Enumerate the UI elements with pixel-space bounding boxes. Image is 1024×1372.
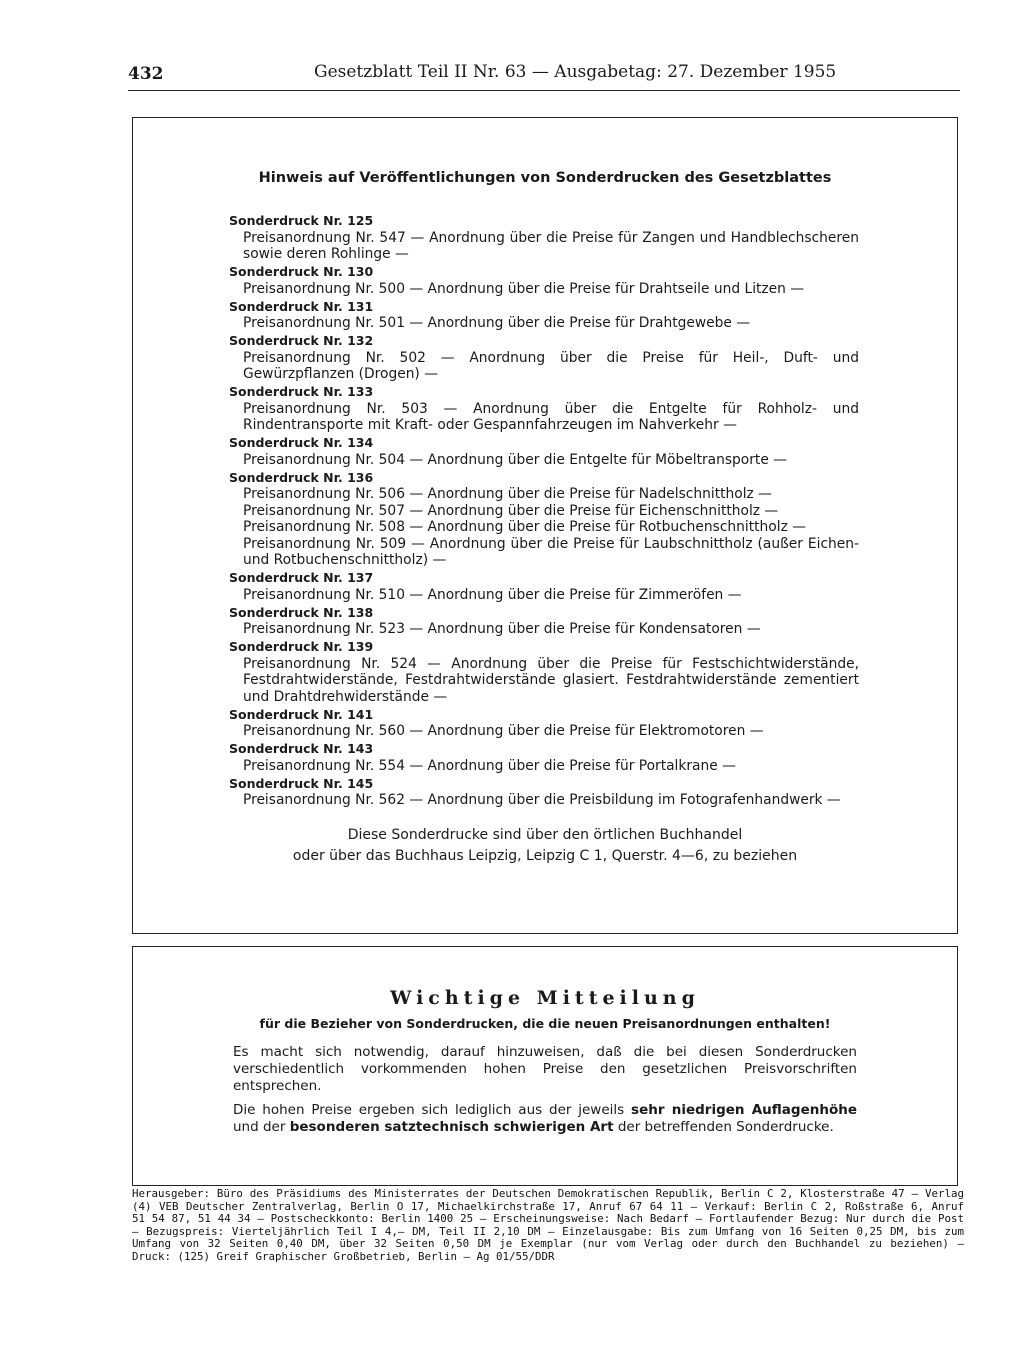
- special-print-entry: [229, 435, 859, 468]
- price-order-line: Preisanordnung Nr. 547 — Anordnung über die Preise für Zangen und Handblechscheren sowie deren Rohlinge —: [243, 229, 859, 262]
- price-order-line: Preisanordnung Nr. 560 — Anordnung über die Preise für Elektromotoren —: [243, 723, 764, 739]
- price-order-line: Preisanordnung Nr. 524 — Anordnung über die Preise für Festschichtwiderstände, Festdrahtwiderstände, Festdrahtwiderstände glasiert. Festdrahtwiderstände zementiert und Drahtdrehwiderstände —: [243, 655, 859, 705]
- important-notice-subtitle: für die Bezieher von Sonderdrucken, die die neuen Preisanordnungen enthalten!: [259, 1016, 831, 1031]
- special-print-entry: [229, 605, 859, 638]
- notice-footer: [133, 825, 957, 867]
- special-print-entry: [229, 264, 859, 297]
- price-order-line: Preisanordnung Nr. 501 — Anordnung über die Preise für Drahtgewebe —: [243, 315, 751, 331]
- special-print-heading: Sonderdruck Nr. 134: [229, 435, 374, 450]
- special-print-entry: [229, 299, 859, 332]
- special-print-entry: [229, 213, 859, 263]
- running-title: Gesetzblatt Teil II Nr. 63 — Ausgabetag: 27. Dezember 1955: [314, 62, 837, 82]
- special-print-heading: Sonderdruck Nr. 131: [229, 298, 374, 314]
- price-order-line: Preisanordnung Nr. 504 — Anordnung über die Entgelte für Möbeltransporte —: [243, 451, 787, 468]
- important-paragraph-1: Es macht sich notwendig, darauf hinzuweisen, daß die bei diesen Sonderdrucken verschiedentlich vorkommenden hohen Preise den gesetzlichen Preisvorschriften entsprechen.: [233, 1044, 857, 1094]
- special-print-heading: Sonderdruck Nr. 138: [229, 604, 374, 620]
- paragraph-text: Die hohen Preise ergeben sich lediglich aus der jeweils: [233, 1102, 632, 1118]
- special-print-entry: [229, 384, 859, 434]
- special-print-heading: Sonderdruck Nr. 130: [229, 264, 374, 279]
- price-order-line: Preisanordnung Nr. 510 — Anordnung über die Preise für Zimmeröfen —: [243, 586, 742, 603]
- price-order-line: Preisanordnung Nr. 503 — Anordnung über die Entgelte für Rohholz- und Rindentransporte mit Kraft- oder Gespannfahrzeugen im Nahverkehr —: [243, 400, 859, 433]
- notice-footer-line-2: oder über das Buchhaus Leipzig, Leipzig C 1, Querstr. 4—6, zu beziehen: [292, 848, 798, 864]
- paragraph-text: der betreffenden Sonderdrucke.: [613, 1119, 834, 1135]
- header-rule: [128, 90, 960, 91]
- special-print-heading: Sonderdruck Nr. 136: [229, 469, 374, 485]
- price-order-line: Preisanordnung Nr. 506 — Anordnung über die Preise für Nadelschnittholz —: [243, 486, 772, 502]
- price-order-line: Preisanordnung Nr. 523 — Anordnung über die Preise für Kondensatoren —: [243, 621, 761, 637]
- special-print-heading: Sonderdruck Nr. 125: [229, 213, 374, 228]
- paragraph-text: und der: [233, 1119, 290, 1135]
- special-print-entry: [229, 741, 859, 774]
- special-print-entry: [229, 470, 859, 569]
- special-print-heading: Sonderdruck Nr. 145: [229, 775, 374, 791]
- notice-title: Hinweis auf Veröffentlichungen von Sonderdrucken des Gesetzblattes: [258, 170, 832, 186]
- special-print-entry: [229, 776, 859, 809]
- notice-footer-line-1: Diese Sonderdrucke sind über den örtlichen Buchhandel: [347, 827, 743, 843]
- special-print-list: [229, 213, 859, 810]
- page-number: 432: [128, 64, 164, 84]
- price-order-line: Preisanordnung Nr. 500 — Anordnung über die Preise für Drahtseile und Litzen —: [243, 280, 805, 297]
- special-print-entry: [229, 639, 859, 705]
- special-prints-notice-box: [132, 117, 958, 934]
- special-print-heading: Sonderdruck Nr. 143: [229, 741, 374, 756]
- price-order-line: Preisanordnung Nr. 502 — Anordnung über die Preise für Heil-, Duft- und Gewürzpflanzen (Drogen) —: [243, 349, 859, 382]
- special-print-heading: Sonderdruck Nr. 133: [229, 384, 374, 399]
- important-notice-box: [132, 946, 958, 1186]
- special-print-heading: Sonderdruck Nr. 132: [229, 333, 374, 348]
- page-header: [128, 60, 960, 96]
- price-order-line: Preisanordnung Nr. 554 — Anordnung über die Preise für Portalkrane —: [243, 757, 736, 774]
- special-print-heading: Sonderdruck Nr. 137: [229, 570, 374, 585]
- price-order-line: Preisanordnung Nr. 562 — Anordnung über die Preisbildung im Fotografenhandwerk —: [243, 792, 841, 808]
- special-print-entry: [229, 333, 859, 383]
- special-print-entry: [229, 707, 859, 740]
- special-print-heading: Sonderdruck Nr. 139: [229, 639, 374, 654]
- price-order-line: Preisanordnung Nr. 507 — Anordnung über die Preise für Eichenschnittholz —: [243, 502, 779, 519]
- important-paragraph-2: [233, 1102, 857, 1136]
- special-print-entry: [229, 570, 859, 603]
- emphasis-text: besonderen satztechnisch schwierigen Art: [289, 1119, 614, 1135]
- price-order-line: Preisanordnung Nr. 508 — Anordnung über die Preise für Rotbuchenschnittholz —: [243, 519, 806, 535]
- price-order-line: Preisanordnung Nr. 509 — Anordnung über die Preise für Laubschnittholz (außer Eichen- und Rotbuchenschnittholz) —: [243, 535, 859, 568]
- imprint: Herausgeber: Büro des Präsidiums des Ministerrates der Deutschen Demokratischen Republik, Berlin C 2, Klosterstraße 47 — Verlag (4) VEB Deutscher Zentralverlag, Berlin O 17, Michaelkirchstraße 17, Anruf 67 64 11 — Verkauf: Berlin C 2, Roßstraße 6, Anruf 51 54 87, 51 44 34 — Postscheckkonto: Berlin 1400 25 — Erscheinungsweise: Nach Bedarf — Fortlaufender Bezug: Nur durch die Post — Bezugspreis: Vierteljährlich Teil I 4,— DM, Teil II 2,10 DM — Einzelausgabe: Bis zum Umfang von 16 Seiten 0,25 DM, bis zum Umfang von 32 Seiten 0,40 DM, über 32 Seiten 0,50 DM je Exemplar (nur vom Verlag oder durch den Buchhandel zu beziehen) — Druck: (125) Greif Graphischer Großbetrieb, Berlin — Ag 01/55/DDR: [132, 1187, 964, 1263]
- special-print-heading: Sonderdruck Nr. 141: [229, 706, 374, 722]
- important-notice-title: Wichtige Mitteilung: [390, 987, 700, 1009]
- emphasis-text: sehr niedrigen Auflagenhöhe: [631, 1102, 857, 1118]
